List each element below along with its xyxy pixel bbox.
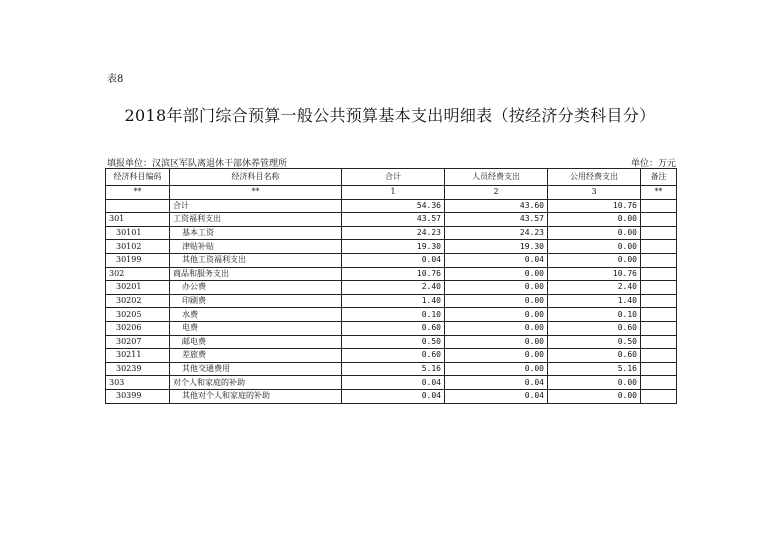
index-cell: 3 [548,186,641,200]
cell-code: 303 [106,376,170,390]
cell-public: 0.00 [548,376,641,390]
cell-public: 0.00 [548,240,641,254]
cell-code: 30199 [106,253,170,267]
cell-code: 30202 [106,294,170,308]
cell-public: 0.60 [548,321,641,335]
cell-personnel: 0.04 [445,389,548,403]
table-row [106,349,677,363]
cell-personnel: 0.00 [445,362,548,376]
index-cell: 2 [445,186,548,200]
cell-personnel: 0.00 [445,335,548,349]
cell-name: 基本工资 [170,226,342,240]
cell-personnel: 0.00 [445,281,548,295]
cell-note [641,213,677,227]
header-personnel: 人员经费支出 [445,169,548,186]
cell-code: 30201 [106,281,170,295]
cell-code: 30206 [106,321,170,335]
cell-personnel: 43.57 [445,213,548,227]
cell-total: 19.30 [342,240,445,254]
table-row [106,226,677,240]
index-cell: ** [106,186,170,200]
cell-personnel: 0.00 [445,349,548,363]
table-row [106,281,677,295]
cell-personnel: 19.30 [445,240,548,254]
cell-total: 0.04 [342,253,445,267]
cell-code: 30207 [106,335,170,349]
cell-public: 0.00 [548,213,641,227]
cell-code: 302 [106,267,170,281]
cell-public: 5.16 [548,362,641,376]
cell-total: 0.04 [342,389,445,403]
cell-total: 0.50 [342,335,445,349]
cell-name: 津贴补贴 [170,240,342,254]
cell-note [641,240,677,254]
cell-note [641,376,677,390]
table-row [106,294,677,308]
cell-name: 电费 [170,321,342,335]
cell-code: 30101 [106,226,170,240]
cell-code: 30102 [106,240,170,254]
cell-personnel: 0.00 [445,267,548,281]
index-cell: ** [170,186,342,200]
cell-personnel: 24.23 [445,226,548,240]
index-row [106,186,677,200]
cell-total: 2.40 [342,281,445,295]
table-row [106,362,677,376]
document-title: 2018年部门综合预算一般公共预算基本支出明细表（按经济分类科目分） [124,106,656,125]
table-row [106,376,677,390]
cell-total: 0.60 [342,349,445,363]
header-row [106,169,677,186]
cell-name: 工资福利支出 [170,213,342,227]
cell-name: 办公费 [170,281,342,295]
cell-public: 1.40 [548,294,641,308]
budget-table [105,168,677,404]
cell-total: 24.23 [342,226,445,240]
cell-total: 54.36 [342,199,445,213]
cell-note [641,335,677,349]
cell-total: 0.04 [342,376,445,390]
cell-personnel: 43.60 [445,199,548,213]
cell-personnel: 0.00 [445,294,548,308]
cell-note [641,281,677,295]
cell-total: 1.40 [342,294,445,308]
table-row [106,267,677,281]
currency-unit: 单位：万元 [630,159,676,169]
cell-name: 其他交通费用 [170,362,342,376]
cell-name: 差旅费 [170,349,342,363]
cell-note [641,199,677,213]
cell-name: 对个人和家庭的补助 [170,376,342,390]
cell-total: 0.60 [342,321,445,335]
cell-note [641,362,677,376]
cell-public: 0.50 [548,335,641,349]
cell-name: 其他对个人和家庭的补助 [170,389,342,403]
index-cell: 1 [342,186,445,200]
cell-code: 30205 [106,308,170,322]
table-row [106,389,677,403]
cell-name: 印刷费 [170,294,342,308]
cell-public: 2.40 [548,281,641,295]
table-row [106,240,677,254]
header-note: 备注 [641,169,677,186]
cell-public: 10.76 [548,199,641,213]
header-name: 经济科目名称 [170,169,342,186]
cell-note [641,253,677,267]
table-number: 表8 [107,74,124,85]
header-code: 经济科目编码 [106,169,170,186]
cell-personnel: 0.04 [445,376,548,390]
cell-code: 30211 [106,349,170,363]
table-row [106,213,677,227]
reporting-unit: 填报单位：汉滨区军队离退休干部休养管理所 [107,159,288,169]
table-row [106,253,677,267]
cell-public: 0.00 [548,389,641,403]
cell-personnel: 0.00 [445,321,548,335]
index-cell: ** [641,186,677,200]
cell-name: 合计 [170,199,342,213]
cell-name: 邮电费 [170,335,342,349]
cell-name: 商品和服务支出 [170,267,342,281]
cell-note [641,294,677,308]
cell-name: 其他工资福利支出 [170,253,342,267]
table-row [106,321,677,335]
cell-total: 43.57 [342,213,445,227]
header-total: 合计 [342,169,445,186]
cell-note [641,226,677,240]
cell-total: 0.10 [342,308,445,322]
cell-name: 水费 [170,308,342,322]
cell-note [641,321,677,335]
cell-code [106,199,170,213]
cell-public: 0.00 [548,253,641,267]
cell-note [641,308,677,322]
cell-note [641,267,677,281]
cell-total: 5.16 [342,362,445,376]
table-row [106,308,677,322]
cell-note [641,349,677,363]
header-public: 公用经费支出 [548,169,641,186]
cell-public: 0.00 [548,226,641,240]
cell-total: 10.76 [342,267,445,281]
cell-public: 10.76 [548,267,641,281]
cell-public: 0.60 [548,349,641,363]
cell-personnel: 0.00 [445,308,548,322]
cell-note [641,389,677,403]
cell-code: 30399 [106,389,170,403]
cell-code: 30239 [106,362,170,376]
cell-code: 301 [106,213,170,227]
table-row [106,199,677,213]
table-row [106,335,677,349]
cell-public: 0.10 [548,308,641,322]
cell-personnel: 0.04 [445,253,548,267]
